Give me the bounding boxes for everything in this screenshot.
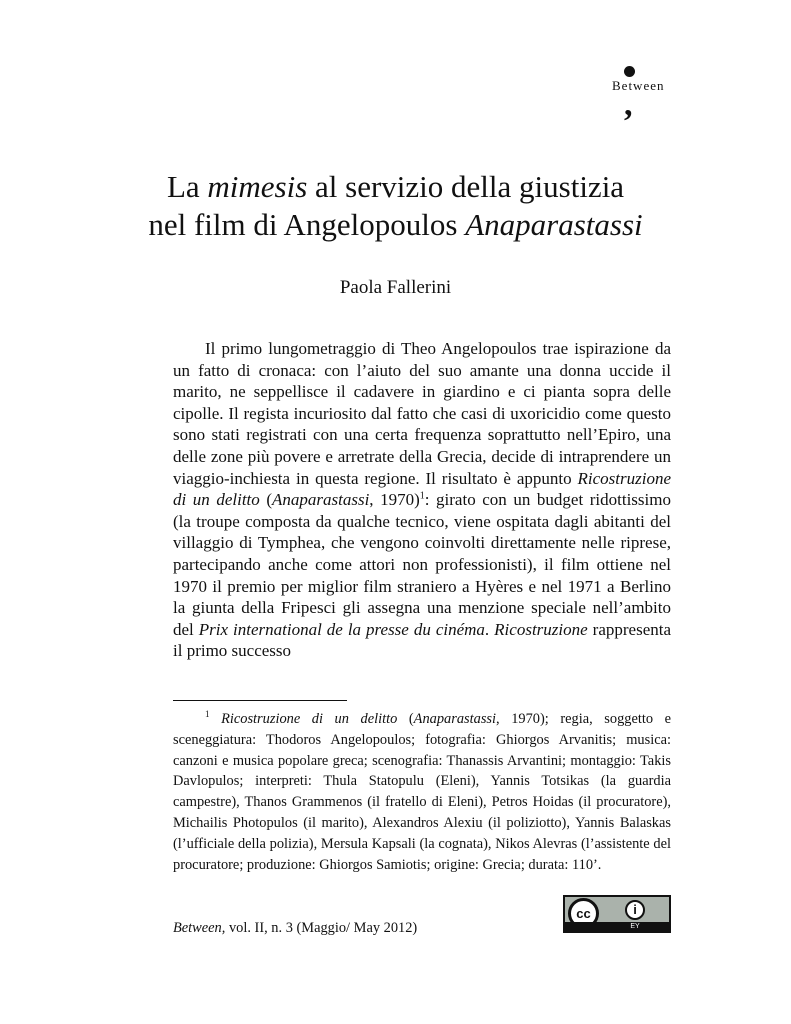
body-text-run: . xyxy=(484,619,495,639)
title-italic-anaparastassi: Anaparastassi xyxy=(465,207,643,242)
title-part: nel film di Angelopoulos xyxy=(148,207,466,242)
footnote-divider xyxy=(173,700,347,701)
journal-name: Between, xyxy=(173,920,226,936)
body-text-run: rappresenta il primo successo xyxy=(173,619,672,661)
footnote xyxy=(173,709,671,875)
creative-commons-icon: cc xyxy=(568,898,599,929)
footnote-ref[interactable]: 1 xyxy=(419,490,425,502)
license-strip xyxy=(565,922,669,931)
logo-comma-icon: , xyxy=(624,86,633,123)
body-text-run: : girato con un budget ridottissimo (la troupe composta da qualche tecnico, viene ospitata dagli abitanti del villaggio di Tymphea, che vengono coinvolti direttamente nelle riprese, partecipando anche come attori non professionisti), il film ottiene nel 1970 il premio per miglior film straniero a Hyères e nel 1971 a Berlino la giunta della Fripesci gli assegna una menzione speciale nell’ambito del xyxy=(173,490,671,639)
footnote-italic: Ricostruzione di un delitto xyxy=(221,711,398,727)
logo-text: Between xyxy=(612,78,665,93)
license-label: EY xyxy=(630,923,640,930)
body-paragraph xyxy=(173,338,671,662)
body-italic: Ricostruzione xyxy=(494,619,588,639)
body-italic: Anaparastassi xyxy=(272,490,370,510)
cc-by-license-badge[interactable] xyxy=(563,895,671,933)
body-text-run: ( xyxy=(259,490,272,510)
body-italic: Ricostruzione di un delitto xyxy=(173,468,671,510)
logo-dot-icon xyxy=(624,66,635,77)
author-name: Paola Fallerini xyxy=(339,277,452,298)
body-text-run: Il primo lungometraggio di Theo Angelopoulos trae ispirazione da un fatto di cronaca: con l’aiuto del suo amante una donna uccide il marito, ne seppellisce il cadavere in giardino e ci pianta sopra delle cipolle. Il regista incuriosito dal fatto che casi di uxoricidio come questo sono stati registrati con una certa frequenza soprattutto nell’Epiro, una delle zone più povere e arretrate della Grecia, decide di intraprendere un viaggio-inchiesta in questa regione. Il risultato è appunto xyxy=(173,339,671,488)
footnote-italic: Anaparastassi xyxy=(413,711,497,727)
title-part: al servizio della giustizia xyxy=(307,169,625,204)
title-italic-mimesis: mimesis xyxy=(207,169,308,204)
footnote-text-run: ( xyxy=(397,711,414,727)
footnote-text-run: , 1970); regia, soggetto e sceneggiatura: Thodoros Angelopoulos; fotografia: Ghiorgos Arvanitis; musica: canzoni e musica popolare greca; scenografia: Thanassis Arvantini; montaggio: Takis Davlopulos; interpreti: Thula Statopulu (Eleni), Yannis Totsikas (la guardia campestre), Thanos Grammenos (il fratello di Eleni), Petros Hoidas (il procuratore), Michailis Photopulos (il marito), Alexandros Alexiu (il poliziotto), Yannis Balaskas (l’ufficiale della polizia), Mersula Kapsali (la cognata), Nikos Alevras (l’assistente del procuratore; produzione: Ghiorgos Samiotis; origine: Grecia; durata: 110’. xyxy=(173,711,672,873)
journal-citation xyxy=(173,920,417,937)
title-part: La xyxy=(166,169,208,204)
attribution-icon: i xyxy=(625,900,645,920)
journal-issue: vol. II, n. 3 (Maggio/ May 2012) xyxy=(225,920,418,936)
footnote-number: 1 xyxy=(205,709,210,720)
body-text-run: , 1970) xyxy=(369,490,420,510)
between-logo xyxy=(606,64,676,123)
article-title xyxy=(100,168,691,244)
body-italic: Prix international de la presse du cinéma xyxy=(198,619,485,639)
